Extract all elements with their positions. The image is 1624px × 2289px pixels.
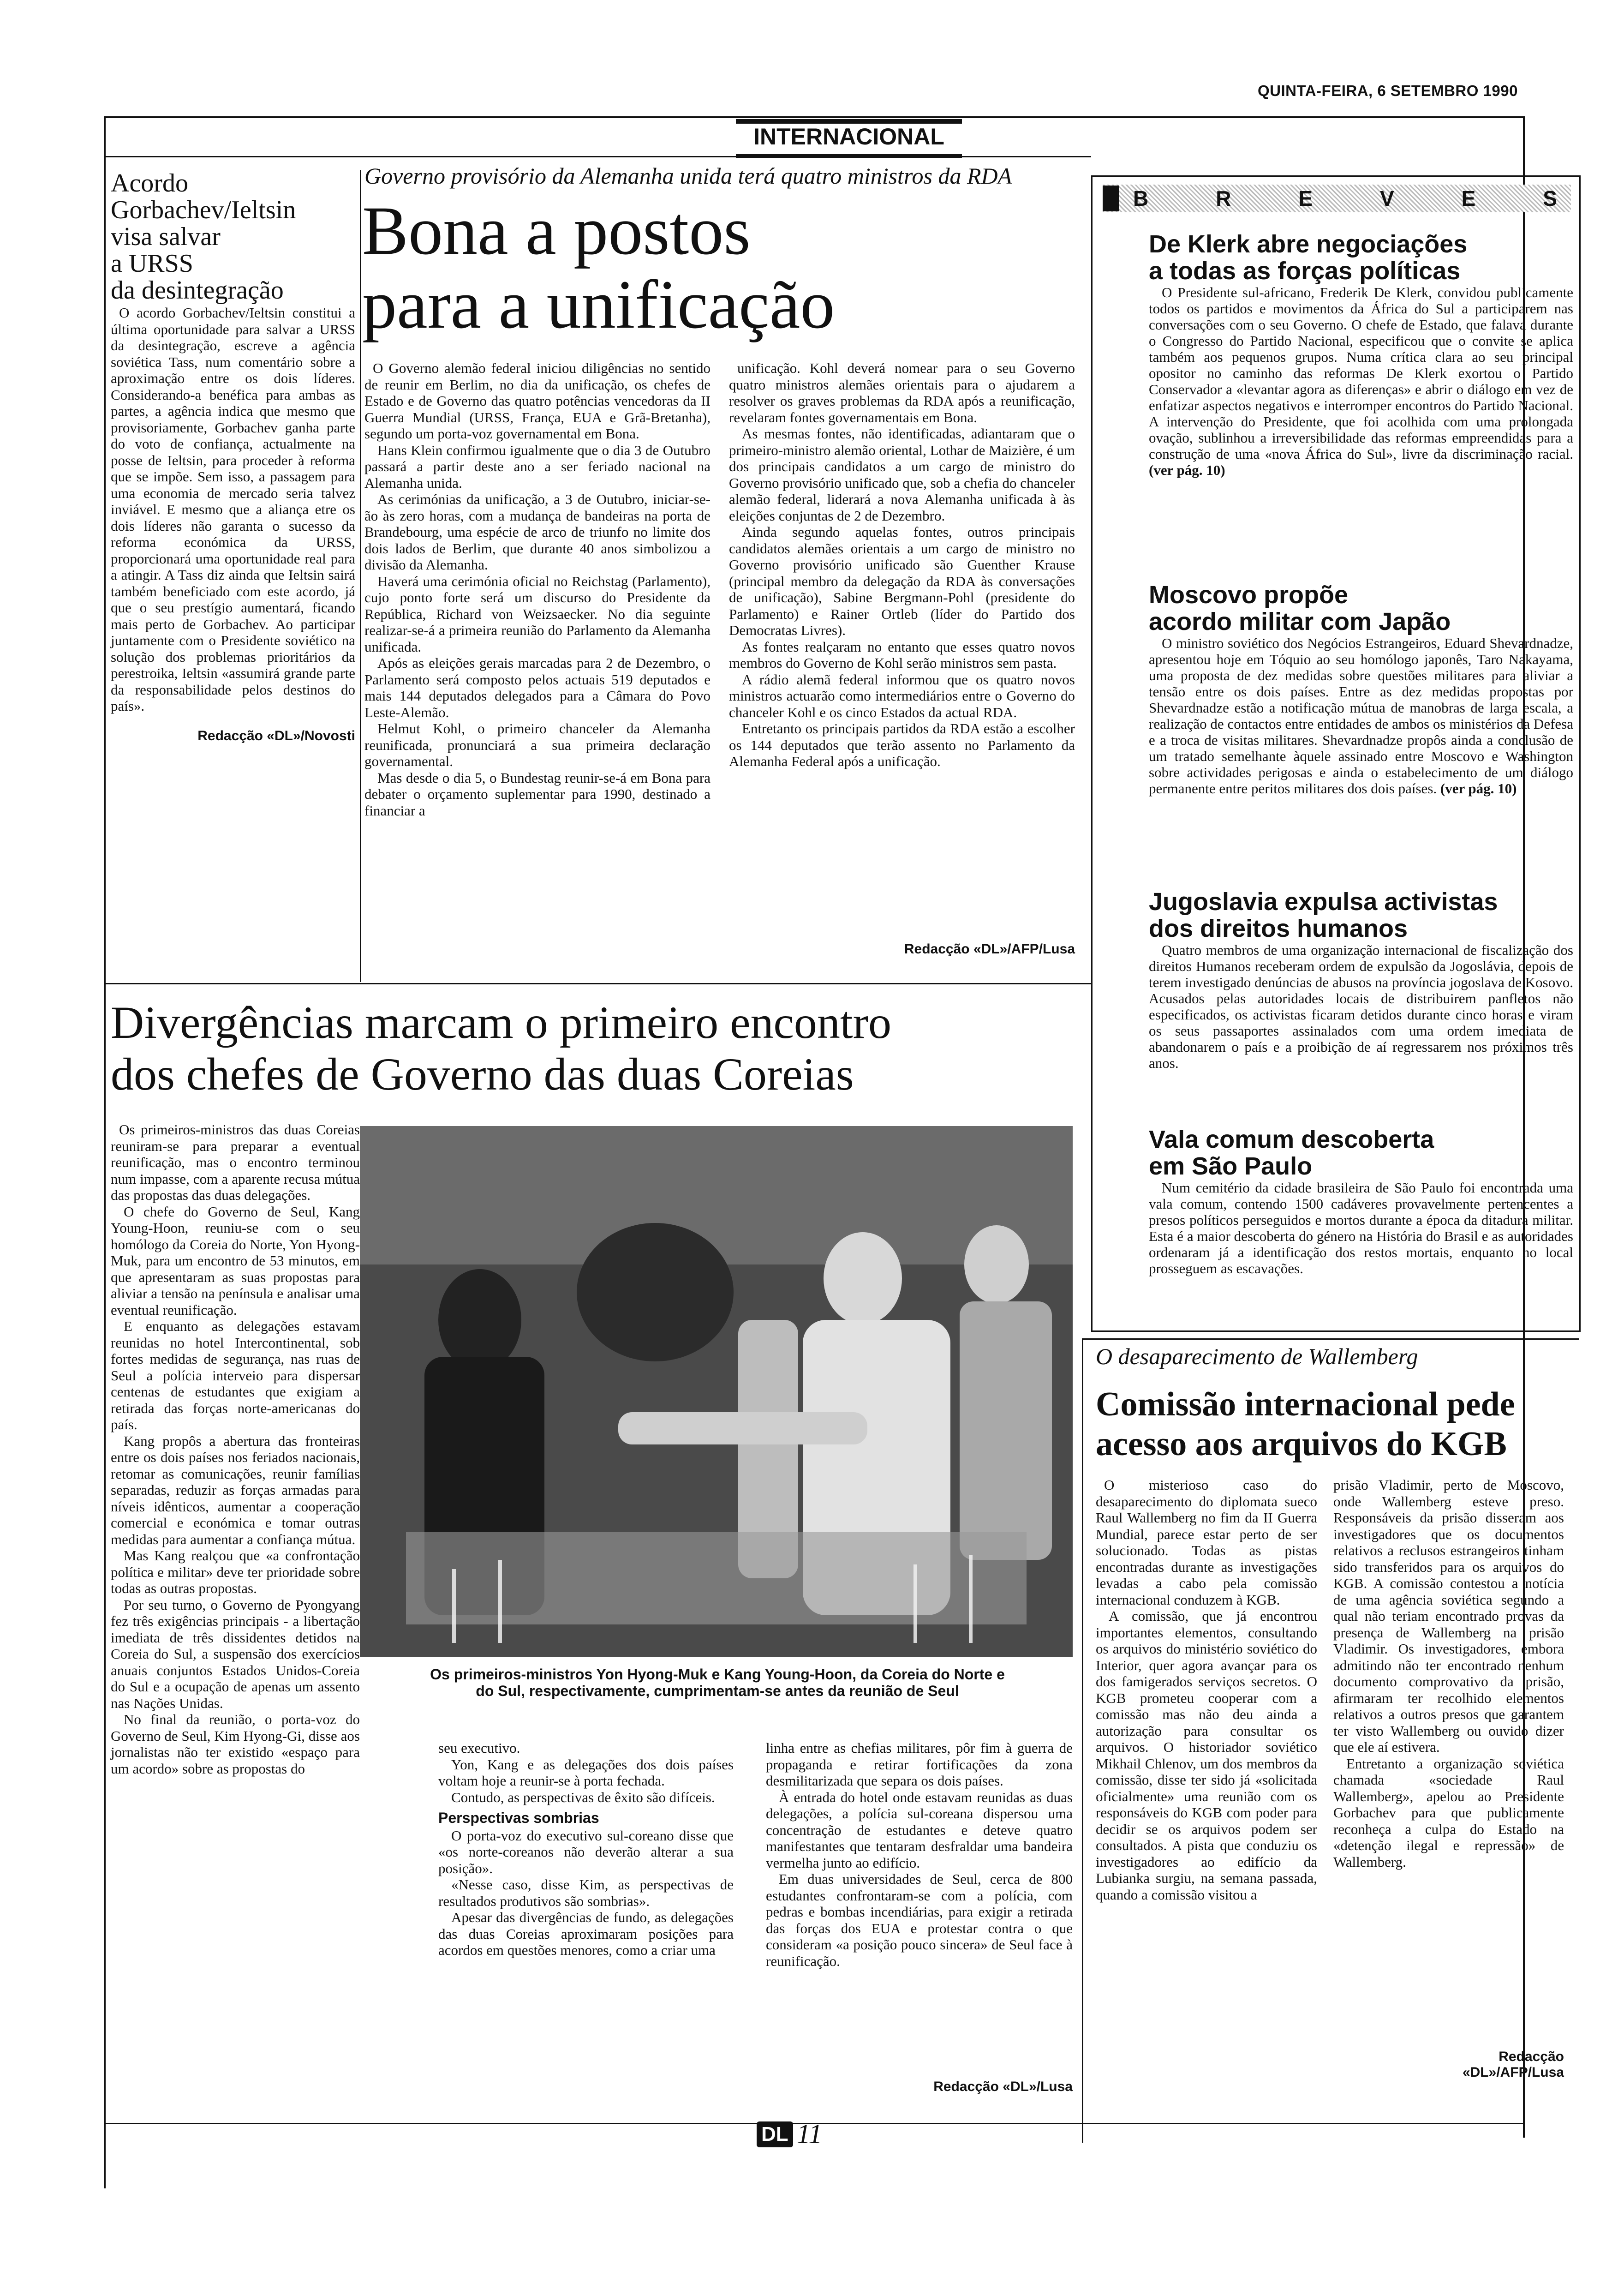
headline-line: a todas as forças políticas bbox=[1149, 257, 1461, 285]
page-number: 11 bbox=[796, 2119, 823, 2149]
brief-body: O Presidente sul-africano, Frederik De Klerk, convidou publicamente todos os partidos e movimentos da África do Sul a participarem nas conversações com o seu Governo. O chefe de Estado, que falava durante o Congresso do Partido Nacional, especificou que o convite se aplica também aos pequenos grupos. Numa crítica clara ao seu principal opositor no caminho das reformas De Klerk exortou o Partido Conservador a «levantar agora as diferenças» e abrir o diálogo em vez de enfatizar aspectos negativos e interromper encontros do Partido Nacional. A intervenção do Presidente, que foi acolhida com uma prolongada ovação, sublinhou a irreversibilidade das reformas empreendidas para a construção de uma «nova África do Sul», livre da discriminação racial. bbox=[1149, 284, 1573, 462]
headline-line: De Klerk abre negociações bbox=[1149, 230, 1468, 258]
paragraph: O chefe do Governo de Seul, Kang Young-Hoon, reuniu-se com o seu homólogo da Coreia do Norte, Yon Hyong-Muk, para um encontro de 53 minutos, em que apresentaram as suas propostas para aliviar a tensão na península e analisar uma eventual reunificação. bbox=[111, 1203, 360, 1318]
paragraph: À entrada do hotel onde estavam reunidas as duas delegações, a polícia sul-coreana dispersou uma concentração de estudantes e deteve quatro manifestantes que tentaram desfraldar uma bandeira vermelha junto ao edifício. bbox=[766, 1789, 1073, 1871]
paragraph: prisão Vladimir, perto de Moscovo, onde Wallemberg esteve preso. Responsáveis da prisão disseram aos investigadores que os documentos relativos a reclusos estrangeiros tinham sido transferidos para os arquivos do KGB. A comissão contestou a notícia de uma agência soviética segundo a qual não teriam encontrado provas da presença de Wallemberg na prisão Vladimir. Os investigadores, embora admitindo não ter encontrado nenhum documento comprovativo da prisão, afirmaram ter recolhido elementos relativos a outros presos que garantem ter visto Wallemberg ou ouvido dizer que ele aí estivera. bbox=[1333, 1477, 1564, 1755]
brief-ref: (ver pág. 10) bbox=[1149, 462, 1225, 478]
banner-letter: B bbox=[1133, 186, 1149, 210]
banner-letter: V bbox=[1380, 186, 1394, 210]
breves-banner bbox=[1103, 185, 1571, 212]
banner-letter: E bbox=[1298, 186, 1313, 210]
dl-logo bbox=[757, 2121, 793, 2147]
brief-headline bbox=[1149, 888, 1573, 942]
korea-top-rule bbox=[104, 983, 1091, 984]
paragraph: «Nesse caso, disse Kim, as perspectivas de resultados produtivos são sombrias». bbox=[438, 1876, 734, 1909]
headline-line: Jugoslavia expulsa activistas bbox=[1149, 888, 1498, 916]
korea-headline bbox=[111, 997, 891, 1100]
caption-line: Os primeiros-ministros Yon Hyong-Muk e Kang Young-Hoon, da Coreia do Norte e bbox=[430, 1666, 1005, 1683]
paragraph: As mesmas fontes, não identificadas, adiantaram que o primeiro-ministro alemão oriental, Lothar de Maizière, é um dos principais candidatos a um cargo de ministro do Governo provisório unificado que, sob a chefia do chanceler alemão federal, liderará a nova Alemanha unificada à às eleições conjuntas de 2 de Dezembro. bbox=[729, 425, 1075, 524]
headline-line: Comissão internacional pede bbox=[1096, 1385, 1515, 1423]
paragraph: Em duas universidades de Seul, cerca de 800 estudantes confrontaram-se com a polícia, com pedras e bombas incendiárias, para exigir a retirada das forças dos EUA e protestar contra o que consideram «a posição pouco sincera» de Seul face à reunificação. bbox=[766, 1871, 1073, 1969]
paragraph: Ainda segundo aquelas fontes, outros principais candidatos alemães orientais a um cargo de ministro no Governo provisório unificado são Guenther Krause (principal membro da delegação da RDA às conversações de unificação), Sabine Bergmann-Pohl (presidente do Parlamento) e Rainer Ortleb (líder do Partido dos Democratas Livres). bbox=[729, 524, 1075, 638]
headline-line: acesso aos arquivos do KGB bbox=[1096, 1425, 1507, 1463]
page-date: QUINTA-FEIRA, 6 SETEMBRO 1990 bbox=[1258, 82, 1518, 99]
brief-item bbox=[1149, 1126, 1573, 1276]
logo-text: DL bbox=[761, 2122, 788, 2145]
paragraph: O Governo alemão federal iniciou diligências no sentido de reunir em Berlim, no dia da unificação, os chefes de Estado e de Governo das quatro potências vencedoras da II Guerra Mundial (URSS, França, EUA e Grã-Bretanha), segundo um porta-voz governamental em Bona. bbox=[364, 360, 710, 442]
kgb-credit bbox=[1333, 2049, 1564, 2080]
headline-line: da desintegração bbox=[111, 276, 284, 305]
top-frame-line bbox=[104, 116, 1525, 118]
paragraph: Kang propôs a abertura das fronteiras entre os dois países nos feriados nacionais, retomar as comunicações, reunir famílias separadas, reduzir as forças armadas para níveis idênticos, aumentar a cooperação comercial e económica e tomar outras medidas para aumentar a confiança mútua. bbox=[111, 1432, 360, 1547]
brief-text bbox=[1149, 635, 1573, 797]
footer-folio bbox=[757, 2118, 822, 2150]
headline-line: visa salvar bbox=[111, 222, 221, 251]
brief-body: O ministro soviético dos Negócios Estrangeiros, Eduard Shevardnadze, apresentou hoje em Tóquio ao seu homólogo japonês, Taro Nakayama, uma proposta de dez medidas sobre questões militares para aliviar a tensão entre os dois países. Entre as dez medidas propostas por Shevardnadze estão a notificação mútua de manobras de larga escala, a realização de contactos entre entidades de ambos os ministérios da Defesa e a troca de visitas militares. Shevardnadze propôs ainda a conclusão de um tratado semelhante àquele assinado entre Moscovo e Washington sobre actividades perigosas e ainda o estabelecimento de um diálogo permanente entre peritos militares dos dois países. bbox=[1149, 635, 1573, 797]
caption-line: do Sul, respectivamente, cumprimentam-se antes da reunião de Seul bbox=[476, 1683, 959, 1699]
paragraph: As cerimónias da unificação, a 3 de Outubro, iniciar-se-ão às zero horas, com a mudança de bandeiras na porta de Brandebourg, uma espécie de arco de triunfo no limite dos dois lados de Berlim, que durante 40 anos simbolizou a divisão da Alemanha. bbox=[364, 491, 710, 573]
headline-line: acordo militar com Japão bbox=[1149, 608, 1451, 635]
brief-text bbox=[1149, 284, 1573, 478]
brief-text bbox=[1149, 1180, 1573, 1276]
paragraph: unificação. Kohl deverá nomear para o seu Governo quatro ministros alemães orientais para o ajudarem a resolver os graves problemas da RDA após a reunificação, revelaram fontes governamentais em Bona. bbox=[729, 360, 1075, 425]
photo-caption bbox=[364, 1666, 1070, 1699]
main-article-kicker: Governo provisório da Alemanha unida terá quatro ministros da RDA bbox=[364, 163, 1012, 189]
news-photo bbox=[360, 1126, 1073, 1657]
paragraph: A comissão, que já encontrou importantes elementos, consultando os arquivos do ministério soviético do Interior, quer agora avançar para os dos famigerados serviços secretos. O KGB prometeu cooperar com a comissão mas não deu ainda a autorização para consultar os arquivos. O historiador soviético Mikhail Chlenov, um dos membros da comissão, disse ter sido já «solicitada oficialmente» uma reunião com os responsáveis do KGB com poder para decidir se os arquivos podem ser consultados. A pista que conduziu os investigadores ao edifício da Lubianka surgiu, na semana passada, quando a comissão visitou a bbox=[1096, 1608, 1317, 1903]
paragraph: O misterioso caso do desaparecimento do diplomata sueco Raul Wallemberg no fim da II Guerra Mundial, parece estar perto de ser solucionado. Todas as pistas encontradas durante as investigações levadas a cabo pela comissão internacional conduzem à KGB. bbox=[1096, 1477, 1317, 1608]
subheading: Perspectivas sombrias bbox=[438, 1810, 599, 1826]
paragraph: Por seu turno, o Governo de Pyongyang fez três exigências principais - a libertação imediata de três dissidentes detidos na Coreia do Sul, a suspensão dos exercícios anuais conjuntos Estados Unidos-Coreia do Sul e a ocupação de apenas um assento nas Nações Unidas. bbox=[111, 1596, 360, 1711]
paragraph: O porta-voz do executivo sul-coreano disse que «os norte-coreanos não deverão alterar a sua posição». bbox=[438, 1827, 734, 1876]
brief-item bbox=[1149, 888, 1573, 1071]
paragraph: Haverá uma cerimónia oficial no Reichstag (Parlamento), cujo ponto forte será um discurso do Presidente da República, Richard von Weizsaecker. No dia seguinte realizar-se-á a primeira reunião do Parlamento da Alemanha unificada. bbox=[364, 573, 710, 655]
headline-line: Vala comum descoberta bbox=[1149, 1126, 1434, 1153]
paragraph: Os primeiros-ministros das duas Coreias reuniram-se para preparar a eventual reunificação, mas o encontro terminou num impasse, com a aparente recusa mútua das propostas das duas delegações. bbox=[111, 1121, 360, 1203]
left-frame-line bbox=[104, 116, 106, 2188]
paragraph: seu executivo. bbox=[438, 1740, 520, 1756]
breves-letters bbox=[1133, 186, 1571, 211]
paragraph: E enquanto as delegações estavam reunidas no hotel Intercontinental, sob fortes medidas de segurança, nas ruas de Seul a polícia interveio para dispersar centenas de estudantes que exigiam a retirada das forças norte-americanas do país. bbox=[111, 1318, 360, 1432]
paragraph: No final da reunião, o porta-voz do Governo de Seul, Kim Hyong-Gi, disse aos jornalistas não ter existido «espaço para um acordo» sobre as propostas do bbox=[111, 1711, 360, 1777]
banner-letter: S bbox=[1543, 186, 1557, 210]
headline-line: Divergências marcam o primeiro encontro bbox=[111, 997, 891, 1048]
photo-illustration bbox=[360, 1126, 1073, 1657]
paragraph: Hans Klein confirmou igualmente que o dia 3 de Outubro passará a partir deste ano a ser feriado nacional na Alemanha unida. bbox=[364, 442, 710, 491]
headline-line: em São Paulo bbox=[1149, 1152, 1313, 1180]
breves-marker bbox=[1103, 186, 1119, 211]
credit-line: «DL»/AFP/Lusa bbox=[1462, 2065, 1564, 2080]
paragraph: Apesar das divergências de fundo, as delegações das duas Coreias aproximaram posições para acordos em questões menores, como a criar uma bbox=[438, 1909, 734, 1958]
headline-line: Gorbachev/Ieltsin bbox=[111, 196, 296, 224]
korea-credit: Redacção «DL»/Lusa bbox=[933, 2079, 1073, 2094]
brief-item bbox=[1149, 231, 1573, 478]
korea-col-mid bbox=[438, 1740, 734, 1959]
section-label bbox=[736, 119, 962, 158]
paragraph: O acordo Gorbachev/Ieltsin constitui a última oportunidade para salvar a URSS da desintegração, escreve a agência soviética Tass, num comentário sobre a aproximação entre os dois líderes. Considerando-a benéfica para ambas as partes, a agência indica que mesmo que provisoriamente, Gorbachev ganha parte do voto de confiança, actualmente na posse de Ieltsin, para proceder à reforma que se impõe. Sem isso, a passagem para uma economia de mercado seria talvez inviável. E mesmo que a aliança etre os dois líderes não garanta o sucesso da reforma económica da URSS, proporcionará uma oportunidade real para a atingir. A Tass diz ainda que Ieltsin sairá também beneficiado com este acordo, já que o seu prestígio aumentará, ficando mais perto de Gorbachev. Ao participar juntamente com o Presidente soviético na solução dos problemas prioritários da perestroika, Ieltsin «assumirá grande parte da responsabilidade pelos destinos do país». bbox=[111, 305, 355, 714]
headline-line: dos chefes de Governo das duas Coreias bbox=[111, 1049, 854, 1100]
paragraph: Helmut Kohl, o primeiro chanceler da Alemanha reunificada, pronunciará a sua primeira declaração governamental. bbox=[364, 720, 710, 769]
headline-line: Acordo bbox=[111, 169, 188, 198]
banner-letter: E bbox=[1461, 186, 1476, 210]
main-article-col2 bbox=[729, 360, 1075, 770]
brief-headline bbox=[1149, 581, 1573, 635]
credit-line: Redacção bbox=[1499, 2049, 1564, 2064]
paragraph: Mas desde o dia 5, o Bundestag reunir-se-á em Bona para debater o orçamento suplementar para 1990, destinado a financiar a bbox=[364, 769, 710, 819]
paragraph: Entretanto os principais partidos da RDA estão a escolher os 144 deputados que terão assento no Parlamento da Alemanha Federal após a unificação. bbox=[729, 720, 1075, 769]
brief-item bbox=[1149, 581, 1573, 797]
paragraph: Entretanto a organização soviética chamada «sociedade Raul Wallemberg», apelou ao Presidente Gorbachev para que publicamente reconheça a culpa do Estado na «detenção ilegal e repressão» de Wallemberg. bbox=[1333, 1755, 1564, 1870]
brief-headline bbox=[1149, 231, 1573, 284]
paragraph: As fontes realçaram no entanto que esses quatro novos membros do Governo de Kohl serão ministros sem pasta. bbox=[729, 638, 1075, 671]
headline-line: dos direitos humanos bbox=[1149, 915, 1408, 942]
paragraph: Yon, Kang e as delegações dos dois países voltam hoje a reunir-se à porta fechada. bbox=[438, 1756, 734, 1789]
main-article-credit: Redacção «DL»/AFP/Lusa bbox=[904, 941, 1075, 957]
brief-text bbox=[1149, 942, 1573, 1071]
paragraph: Após as eleições gerais marcadas para 2 de Dezembro, o Parlamento será composto pelos actuais 519 deputados e mais 144 deputados delegados para a Câmara do Povo Leste-Alemão. bbox=[364, 655, 710, 720]
left-article-credit: Redacção «DL»/Novosti bbox=[197, 728, 355, 743]
section-label-text: INTERNACIONAL bbox=[753, 124, 944, 150]
left-article bbox=[111, 170, 355, 744]
column-divider bbox=[360, 170, 361, 982]
left-article-headline bbox=[111, 170, 355, 304]
paragraph: Mas Kang realçou que «a confrontação política e militar» deve ter prioridade sobre todas as outras propostas. bbox=[111, 1547, 360, 1596]
headline-line: Bona a postos bbox=[362, 192, 751, 269]
kgb-headline bbox=[1096, 1384, 1515, 1464]
korea-col-right bbox=[766, 1740, 1073, 1969]
main-article-col1 bbox=[364, 360, 710, 819]
left-article-body bbox=[111, 305, 355, 714]
kgb-kicker: O desaparecimento de Wallemberg bbox=[1096, 1343, 1418, 1369]
banner-letter: R bbox=[1216, 186, 1231, 210]
kgb-col2 bbox=[1333, 1477, 1564, 1870]
brief-body: Quatro membros de uma organização internacional de fiscalização dos direitos Humanos receberam ordem de expulsão da Jogoslávia, depois de terem investigado denúncias de abusos na província jogoslava de Kosovo. Acusados pelas autoridades locais de distribuirem panfletos não especificados, os activistas ficaram detidos durante cinco horas e viram os seus passaportes assinalados com uma ordem imediata de abandonarem o país e a proibição de aí regressarem nos próximos três anos. bbox=[1149, 942, 1573, 1071]
kgb-col1 bbox=[1096, 1477, 1317, 1903]
brief-ref: (ver pág. 10) bbox=[1440, 780, 1517, 797]
section-rule bbox=[104, 156, 1091, 157]
brief-headline bbox=[1149, 1126, 1573, 1180]
paragraph: Contudo, as perspectivas de êxito são difíceis. bbox=[451, 1789, 715, 1805]
headline-line: Moscovo propõe bbox=[1149, 581, 1349, 609]
main-article-headline bbox=[362, 194, 835, 342]
paragraph: linha entre as chefias militares, pôr fim à guerra de propaganda e retirar fortificações da zona desmilitarizada que separa os dois países. bbox=[766, 1740, 1073, 1789]
paragraph: A rádio alemã federal informou que os quatro novos ministros actuarão como intermediários entre o Governo do chanceler Kohl e os cinco Estados da actual RDA. bbox=[729, 671, 1075, 720]
brief-body: Num cemitério da cidade brasileira de São Paulo foi encontrada uma vala comum, contendo 1500 cadáveres provavelmente pertencentes a presos políticos perseguidos e mortos durante a época da ditadura militar. Esta é a maior descoberta do género na História do Brasil e as autoridades ordenaram já a identificação dos restos mortais, enquanto no local prosseguem as escavações. bbox=[1149, 1180, 1573, 1276]
headline-line: a URSS bbox=[111, 249, 193, 278]
headline-line: para a unificação bbox=[362, 266, 835, 343]
korea-col-left bbox=[111, 1121, 360, 1777]
